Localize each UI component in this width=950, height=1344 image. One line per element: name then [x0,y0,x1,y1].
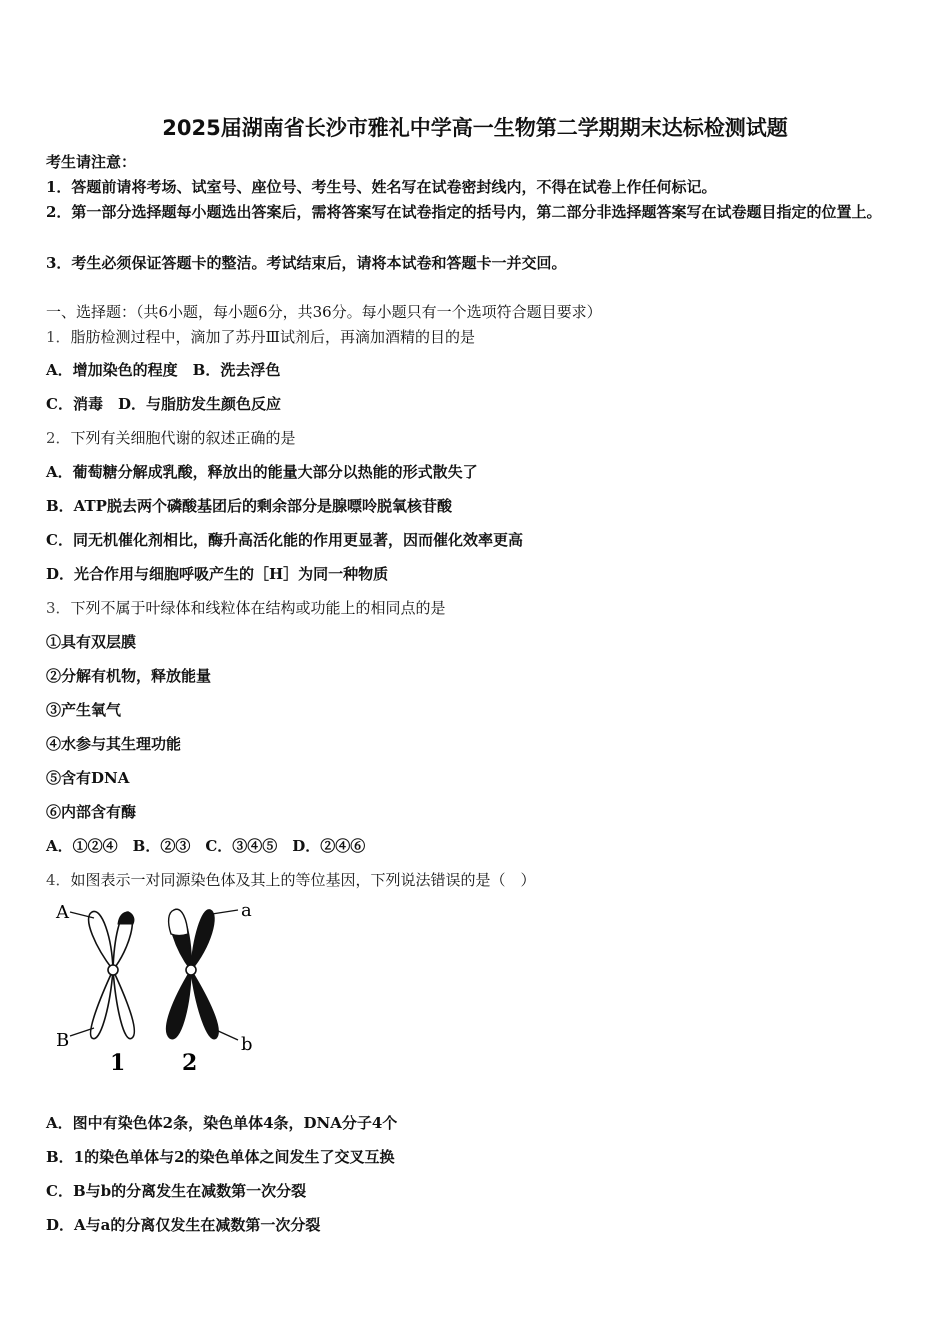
question-2 [46,426,906,450]
q3-item-5: ⑤含有DNA [46,769,130,787]
page-title: 2025届湖南省长沙市雅礼中学高一生物第二学期期末达标检测试题 [162,116,788,140]
q4-option-a: A．图中有染色体2条，染色单体4条，DNA分子4个 [46,1114,398,1132]
question-4 [46,868,906,892]
question-1 [46,325,906,349]
notice-item-1: 1．答题前请将考场、试室号、座位号、考生号、姓名写在试卷密封线内，不得在试卷上作任何标记。 [46,178,717,196]
question-number: 4． [46,871,71,889]
question-number: 3． [46,599,71,617]
q4-option-d: D．A与a的分离仅发生在减数第一次分裂 [46,1216,321,1234]
chromatid-2-lower-right [191,970,218,1039]
chromatid-2-lower-left [167,970,191,1039]
notice-item-3: 3．考生必须保证答题卡的整洁。考试结束后，请将本试卷和答题卡一并交回。 [46,254,567,272]
allele-band-1 [118,912,134,924]
q2-option-a: A．葡萄糖分解成乳酸，释放出的能量大部分以热能的形式散失了 [46,463,478,481]
question-stem: 下列有关细胞代谢的叙述正确的是 [70,429,296,447]
q3-options-line: A．①②④ B．②③ C．③④⑤ D．②④⑥ [46,837,366,855]
label-B: B [56,1030,70,1051]
question-stem: 下列不属于叶绿体和线粒体在结构或功能上的相同点的是 [70,599,446,617]
chromatid-1-lower-right [113,970,134,1039]
centromere-1 [108,965,118,975]
q2-option-b: B．ATP脱去两个磷酸基团后的剩余部分是腺嘌呤脱氧核苷酸 [46,497,452,515]
q3-item-6: ⑥内部含有酶 [46,803,137,821]
chromatid-1-upper-left [89,911,113,970]
q2-option-c: C．同无机催化剂相比，酶升高活化能的作用更显著，因而催化效率更高 [46,531,523,549]
label-A: A [56,902,69,923]
section-heading: 一、选择题：（共6小题，每小题6分，共36分。每小题只有一个选项符合题目要求） [46,303,602,321]
q3-item-1: ①具有双层膜 [46,633,137,651]
question-stem: 脂肪检测过程中，滴加了苏丹Ⅲ试剂后，再滴加酒精的目的是 [70,328,476,346]
question-number: 2． [46,429,71,447]
q1-options-line-1: A．增加染色的程度 B．洗去浮色 [46,361,281,379]
notice-heading: 考生请注意： [46,153,137,171]
label-chromosome-2: 2 [182,1050,198,1076]
q1-options-line-2: C．消毒 D．与脂肪发生颜色反应 [46,395,281,413]
allele-band-2 [169,909,188,935]
label-b: b [241,1034,253,1055]
notice-item-2: 2．第一部分选择题每小题选出答案后，需将答案写在试卷指定的括号内，第二部分非选择题答案写在试卷题目指定的位置上。 [46,203,882,221]
label-chromosome-1: 1 [110,1050,126,1076]
q3-item-4: ④水参与其生理功能 [46,735,182,753]
pointer-a [212,910,238,914]
q3-item-2: ②分解有机物，释放能量 [46,667,212,685]
q4-option-c: C．B与b的分离发生在减数第一次分裂 [46,1182,307,1200]
q3-item-3: ③产生氧气 [46,701,122,719]
chromosome-figure [52,898,262,1078]
centromere-2 [186,965,196,975]
q2-option-d: D．光合作用与细胞呼吸产生的［H］为同一种物质 [46,565,389,583]
pointer-b [216,1030,238,1040]
question-number: 1． [46,328,71,346]
label-a: a [241,900,252,921]
question-stem: 如图表示一对同源染色体及其上的等位基因，下列说法错误的是（ ） [70,871,536,889]
question-3 [46,596,906,620]
chromatid-2-upper-right [191,910,214,970]
q4-option-b: B．1的染色单体与2的染色单体之间发生了交叉互换 [46,1148,395,1166]
